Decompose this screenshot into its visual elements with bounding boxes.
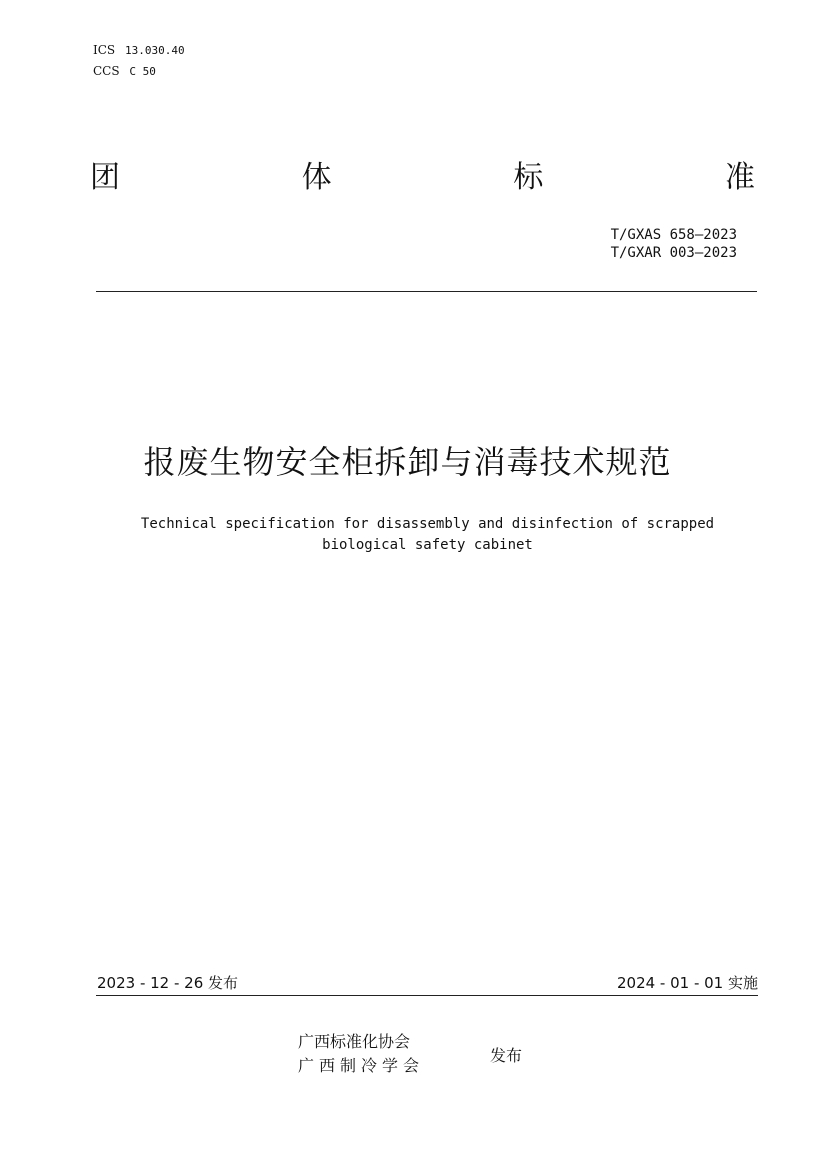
publish-label: 发布 (490, 1046, 523, 1065)
standard-code: T/GXAS 658—2023 (610, 227, 737, 243)
issue-date: 2023 - 12 - 26 发布 (97, 974, 239, 992)
document-title-english (60, 514, 795, 556)
standard-codes (611, 226, 737, 262)
title-en-line: Technical specification for disassembly and disinfection of scrapped (140, 516, 715, 532)
publisher-list (298, 1030, 424, 1078)
ccs-row (93, 61, 185, 82)
bottom-divider (96, 995, 758, 996)
date-row (97, 972, 758, 994)
publisher-name: 广西制冷学会 (298, 1056, 425, 1075)
title-en-line: biological safety cabinet (322, 537, 533, 553)
publisher-name: 广西标准化协会 (298, 1032, 411, 1051)
top-divider (96, 291, 757, 292)
ccs-value: C 50 (129, 65, 156, 78)
document-title-chinese: 报废生物安全柜拆卸与消毒技术规范 (143, 443, 672, 481)
ics-value: 13.030.40 (124, 44, 185, 57)
ics-label: ICS (93, 43, 116, 57)
ccs-label: CCS (93, 64, 120, 78)
standard-type-char: 体 (301, 160, 332, 195)
standard-type-heading (90, 158, 755, 198)
standard-code: T/GXAR 003—2023 (610, 245, 737, 261)
standard-type-char: 标 (513, 160, 544, 195)
implementation-date: 2024 - 01 - 01 实施 (616, 974, 758, 992)
standard-type-char: 准 (724, 160, 755, 195)
ics-row (93, 40, 185, 61)
standard-type-char: 团 (90, 160, 120, 195)
classification-codes (93, 40, 185, 82)
